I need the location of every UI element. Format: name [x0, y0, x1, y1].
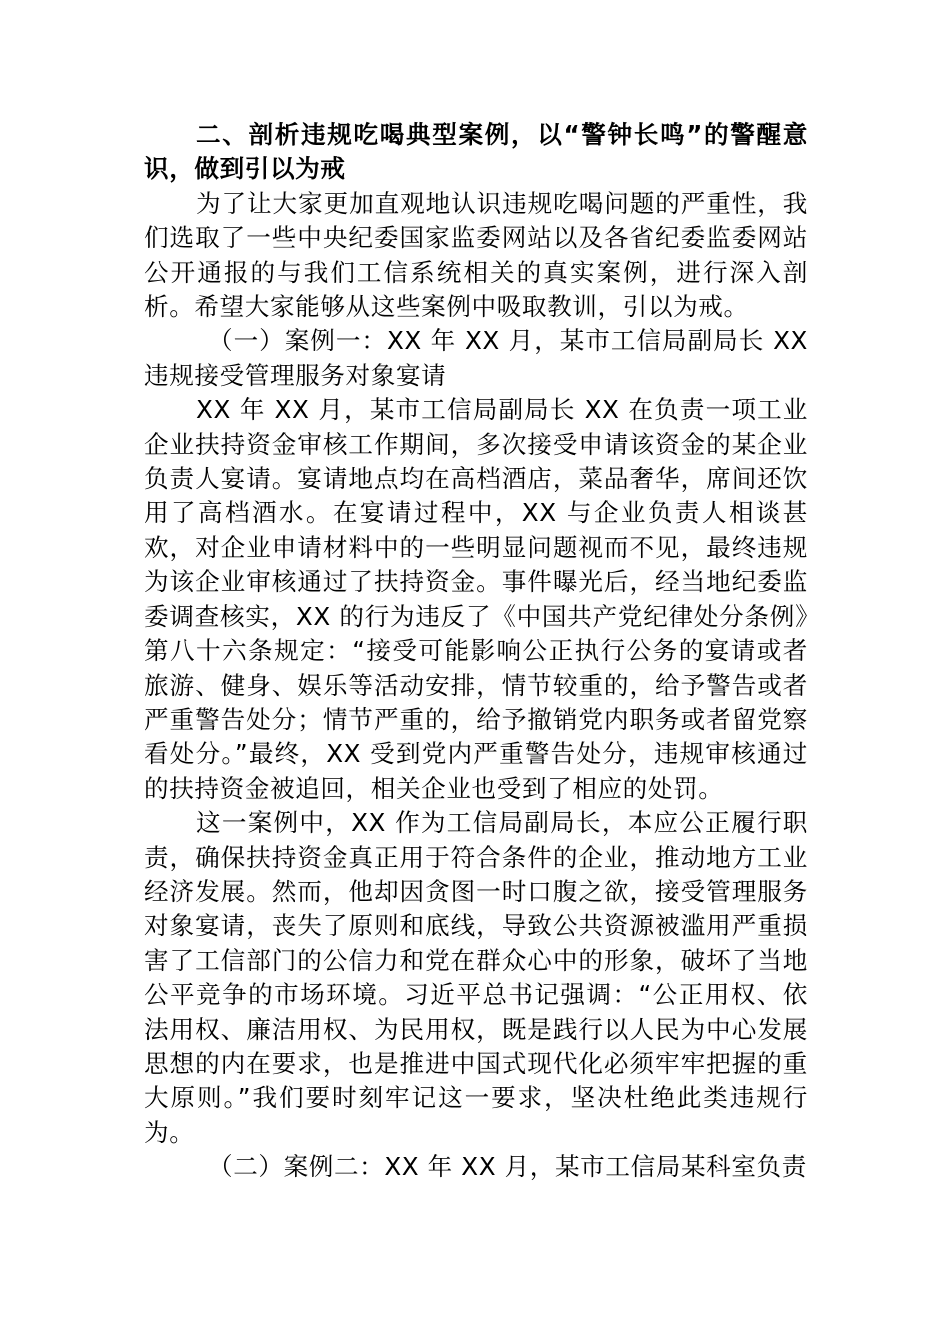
intro-paragraph: 为了让大家更加直观地认识违规吃喝问题的严重性，我们选取了一些中央纪委国家监委网站以及各省纪委监委网站公开通报的与我们工信系统相关的真实案例，进行深入剖析。希望大家能够从这些案例中吸取教训，引以为戒。 [144, 188, 808, 322]
document-body [144, 118, 808, 1185]
section-heading: 二、剖析违规吃喝典型案例，以“警钟长鸣”的警醒意识，做到引以为戒 [144, 120, 808, 184]
case1-title: （一）案例一：XX 年 XX 月，某市工信局副局长 XX 违规接受管理服务对象宴请 [144, 326, 808, 390]
case2-title: （二）案例二：XX 年 XX 月，某市工信局某科室负责 [208, 1152, 807, 1182]
case1-body-paragraph: XX 年 XX 月，某市工信局副局长 XX 在负责一项工业企业扶持资金审核工作期间，多次接受申请该资金的某企业负责人宴请。宴请地点均在高档酒店，菜品奢华，席间还饮用了高档酒水。在宴请过程中，XX 与企业负责人相谈甚欢，对企业申请材料中的一些明显问题视而不见，最终违规为该企业审核通过了扶持资金。事件曝光后，经当地纪委监委调查核实，XX 的行为违反了《中国共产党纪律处分条例》第八十六条规定：“接受可能影响公正执行公务的宴请或者旅游、健身、娱乐等活动安排，情节较重的，给予警告或者严重警告处分；情节严重的，给予撤销党内职务或者留党察看处分。”最终，XX 受到党内严重警告处分，违规审核通过的扶持资金被追回，相关企业也受到了相应的处罚。 [144, 395, 808, 803]
case1-analysis-paragraph: 这一案例中，XX 作为工信局副局长，本应公正履行职责，确保扶持资金真正用于符合条件的企业，推动地方工业经济发展。然而，他却因贪图一时口腹之欲，接受管理服务对象宴请，丧失了原则和底线，导致公共资源被滥用严重损害了工信部门的公信力和党在群众心中的形象，破坏了当地公平竞争的市场环境。习近平总书记强调：“公正用权、依法用权、廉洁用权、为民用权，既是践行以人民为中心发展思想的内在要求，也是推进中国式现代化必须牢牢把握的重大原则。”我们要时刻牢记这一要求，坚决杜绝此类违规行为。 [144, 808, 808, 1147]
